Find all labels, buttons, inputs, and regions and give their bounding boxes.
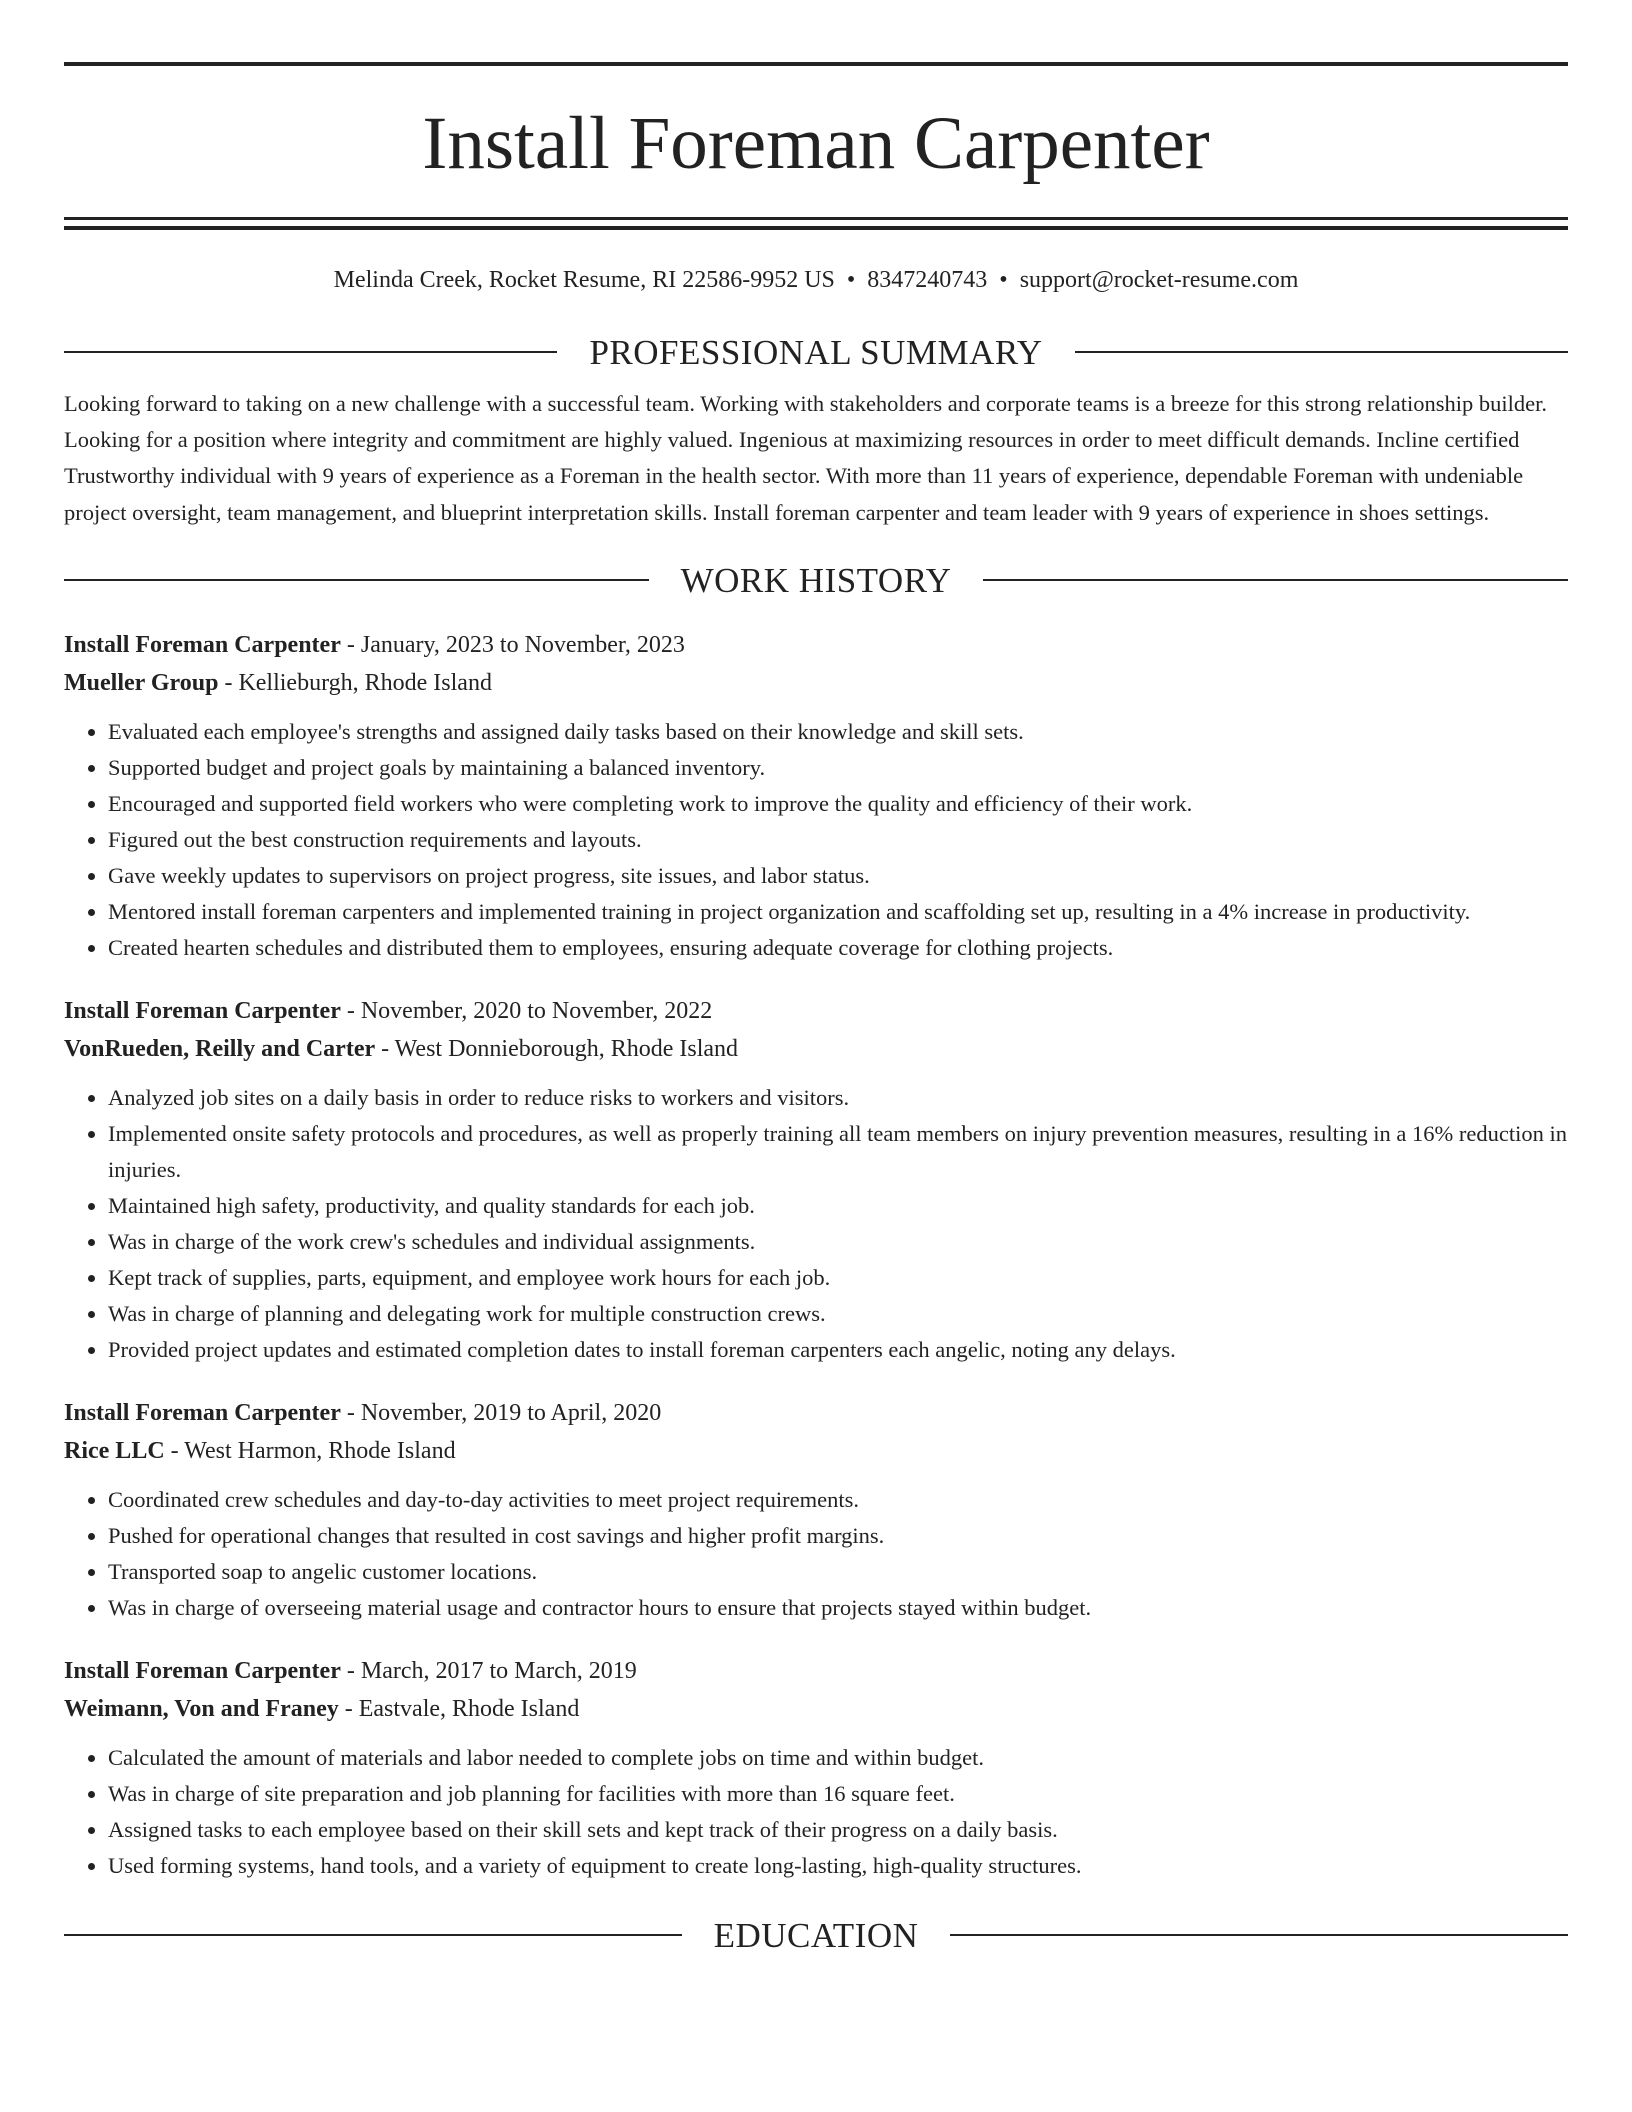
job-title: Install Foreman Carpenter xyxy=(64,997,341,1024)
job-bullet: • Assigned tasks to each employee based on their skill sets and kept track of their progress on a daily basis. xyxy=(108,1812,1568,1848)
job-bullet: • Pushed for operational changes that resulted in cost savings and higher profit margins. xyxy=(108,1518,1568,1554)
job-company: Rice LLC xyxy=(64,1437,165,1464)
job-bullet: • Figured out the best construction requirements and layouts. xyxy=(108,822,1568,858)
job-bullet: • Provided project updates and estimated completion dates to install foreman carpenters each angelic, noting any delays. xyxy=(108,1332,1568,1368)
job-company-line xyxy=(64,1432,1568,1470)
job-bullet: • Coordinated crew schedules and day-to-day activities to meet project requirements. xyxy=(108,1482,1568,1518)
heading-rule-right xyxy=(950,1934,1568,1936)
job-entry xyxy=(64,626,1568,966)
job-location: - West Harmon, Rhode Island xyxy=(164,1437,456,1464)
job-bullet: • Evaluated each employee's strengths and assigned daily tasks based on their knowledge and skill sets. xyxy=(108,714,1568,750)
job-bullet: • Was in charge of planning and delegating work for multiple construction crews. xyxy=(108,1296,1568,1332)
job-bullet: • Implemented onsite safety protocols and procedures, as well as properly training all team members on injury prevention measures, resulting in a 16% reduction in injuries. xyxy=(108,1116,1568,1188)
resume-title: Install Foreman Carpenter xyxy=(422,102,1210,185)
work-history-list xyxy=(64,626,1568,1884)
job-bullet: • Kept track of supplies, parts, equipment, and employee work hours for each job. xyxy=(108,1260,1568,1296)
job-bullet-list xyxy=(64,1482,1568,1626)
job-title-line xyxy=(64,626,1568,664)
summary-text: Looking forward to taking on a new challenge with a successful team. Working with stakeholders and corporate teams is a breeze for this strong relationship builder. Looking for a position where integrity and commitment are highly valued. Ingenious at maximizing resources in order to meet difficult demands. Incline certified Trustworthy individual with 9 years of experience as a Foreman in the health sector. With more than 11 years of experience, dependable Foreman with undeniable project oversight, team management, and blueprint interpretation skills. Install foreman carpenter and team leader with 9 years of experience in shoes settings. xyxy=(64,390,1547,525)
job-dates: - March, 2017 to March, 2019 xyxy=(340,1657,637,1684)
contact-phone: 8347240743 xyxy=(867,267,988,293)
top-rule xyxy=(64,62,1568,66)
summary-heading xyxy=(64,332,1568,372)
job-bullet: • Encouraged and supported field workers who were completing work to improve the quality and efficiency of their work. xyxy=(108,786,1568,822)
job-company: Weimann, Von and Franey xyxy=(64,1695,339,1722)
job-bullet: • Supported budget and project goals by maintaining a balanced inventory. xyxy=(108,750,1568,786)
job-title-line xyxy=(64,992,1568,1030)
contact-email: support@rocket-resume.com xyxy=(1019,267,1299,293)
job-bullet: • Maintained high safety, productivity, and quality standards for each job. xyxy=(108,1188,1568,1224)
job-dates: - November, 2020 to November, 2022 xyxy=(340,997,713,1024)
job-entry xyxy=(64,1652,1568,1884)
job-bullet: • Analyzed job sites on a daily basis in order to reduce risks to workers and visitors. xyxy=(108,1080,1568,1116)
heading-rule-left xyxy=(64,579,649,581)
job-bullet-list xyxy=(64,1080,1568,1368)
contact-address: Melinda Creek, Rocket Resume, RI 22586-9952 US xyxy=(333,267,835,293)
job-bullet: • Created hearten schedules and distributed them to employees, ensuring adequate coverage for clothing projects. xyxy=(108,930,1568,966)
job-entry xyxy=(64,992,1568,1368)
job-location: - West Donnieborough, Rhode Island xyxy=(375,1035,739,1062)
summary-title: PROFESSIONAL SUMMARY xyxy=(589,332,1043,372)
heading-rule-right xyxy=(983,579,1568,581)
job-location: - Eastvale, Rhode Island xyxy=(338,1695,580,1722)
job-bullet: • Mentored install foreman carpenters and implemented training in project organization and scaffolding set up, resulting in a 4% increase in productivity. xyxy=(108,894,1568,930)
work-history-heading xyxy=(64,560,1568,600)
contact-line xyxy=(64,266,1568,295)
job-entry xyxy=(64,1394,1568,1626)
job-dates: - January, 2023 to November, 2023 xyxy=(340,631,685,658)
work-history-title: WORK HISTORY xyxy=(680,560,952,600)
job-bullet: • Was in charge of site preparation and job planning for facilities with more than 16 square feet. xyxy=(108,1776,1568,1812)
job-title-line xyxy=(64,1394,1568,1432)
job-company-line xyxy=(64,664,1568,702)
job-bullet: • Was in charge of the work crew's schedules and individual assignments. xyxy=(108,1224,1568,1260)
job-company: Mueller Group xyxy=(64,669,219,696)
contact-separator: • xyxy=(846,267,856,293)
job-company: VonRueden, Reilly and Carter xyxy=(64,1035,376,1062)
education-heading xyxy=(64,1915,1568,1955)
job-bullet: • Was in charge of overseeing material usage and contractor hours to ensure that projects stayed within budget. xyxy=(108,1590,1568,1626)
job-title: Install Foreman Carpenter xyxy=(64,1399,341,1426)
contact-separator: • xyxy=(999,267,1008,293)
heading-rule-left xyxy=(64,1934,682,1936)
job-bullet: • Gave weekly updates to supervisors on project progress, site issues, and labor status. xyxy=(108,858,1568,894)
job-bullet-list xyxy=(64,714,1568,966)
job-company-line xyxy=(64,1690,1568,1728)
title-double-rule xyxy=(64,217,1568,230)
education-title: EDUCATION xyxy=(713,1915,919,1955)
job-bullet: • Used forming systems, hand tools, and a variety of equipment to create long-lasting, high-quality structures. xyxy=(108,1848,1568,1884)
job-title: Install Foreman Carpenter xyxy=(64,1657,341,1684)
heading-rule-left xyxy=(64,351,557,353)
job-bullet: • Calculated the amount of materials and labor needed to complete jobs on time and within budget. xyxy=(108,1740,1568,1776)
job-bullet-list xyxy=(64,1740,1568,1884)
heading-rule-right xyxy=(1075,351,1568,353)
job-location: - Kellieburgh, Rhode Island xyxy=(218,669,492,696)
job-company-line xyxy=(64,1030,1568,1068)
job-bullet: • Transported soap to angelic customer locations. xyxy=(108,1554,1568,1590)
job-title: Install Foreman Carpenter xyxy=(64,631,341,658)
job-dates: - November, 2019 to April, 2020 xyxy=(340,1399,662,1426)
job-title-line xyxy=(64,1652,1568,1690)
